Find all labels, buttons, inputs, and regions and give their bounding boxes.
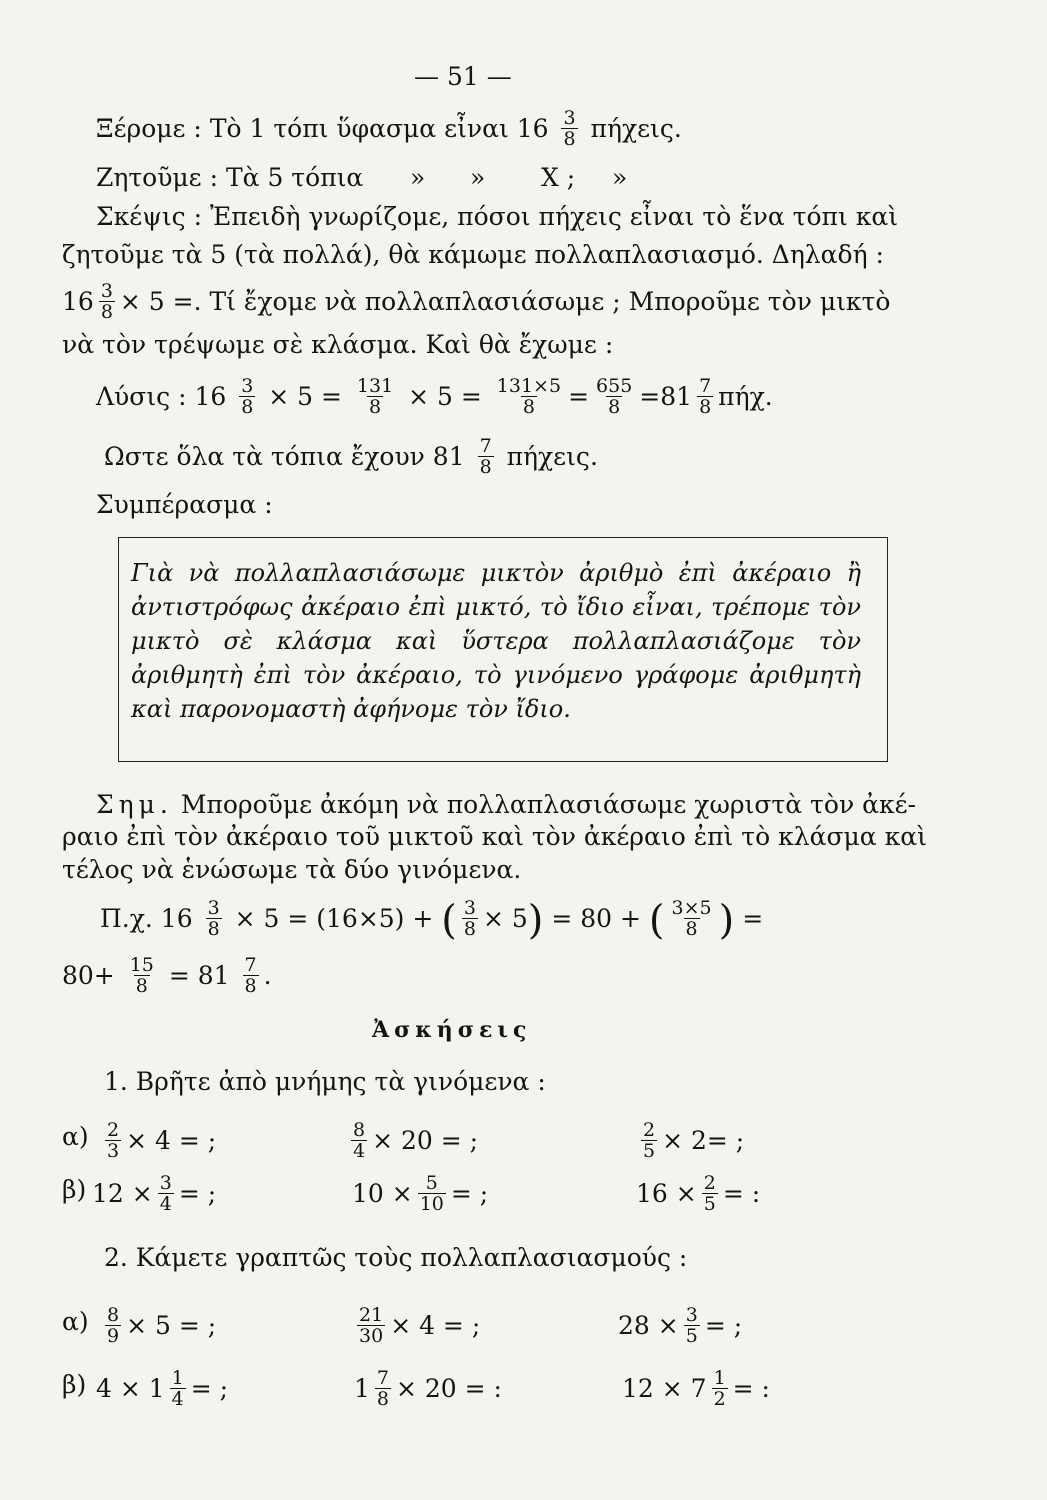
note-line-1: Σημ. Μποροῦμε ἀκόμη νὰ πολλαπλασιάσωμε χωριστὰ τὸν ἀκέ- — [96, 790, 916, 819]
solution-frac-5: $\frac{7}{8}$ — [699, 375, 712, 418]
answer-fraction: $\frac{7}{8}$ — [479, 435, 492, 478]
solution-frac-4: $\frac{655}{8}$ — [596, 375, 633, 418]
exercise-1a-item-1: $\frac{2}{3}$ × 4 = ; — [107, 1119, 217, 1162]
example-line-2: 80+ $\frac{15}{8}$ = 81 $\frac{7}{8}$ . — [62, 954, 272, 997]
given-fraction: $\frac{3}{8}$ — [563, 107, 576, 150]
wanted-label: Ζητοῦμε : — [96, 163, 218, 192]
answer-line: Ωστε ὅλα τὰ τόπια ἔχουν 81 $\frac{7}{8}$ πήχεις. — [104, 435, 598, 478]
example-frac-5: $\frac{7}{8}$ — [244, 954, 257, 997]
unknown-x: Χ ; — [541, 163, 576, 192]
exercise-2a-item-3: 28 × $\frac{3}{5}$ = ; — [618, 1304, 743, 1347]
exercise-2b-label: β) — [62, 1370, 87, 1399]
ditto-mark-1: » — [410, 163, 426, 192]
note-line-2: ραιο ἐπὶ τὸν ἀκέραιο τοῦ μικτοῦ καὶ τὸν ἀκέραιο ἐπὶ τὸ κλάσμα καὶ — [62, 822, 927, 851]
note-line-3: τέλος νὰ ἑνώσωμε τὰ δύο γινόμενα. — [62, 855, 522, 884]
page-number: — 51 — — [414, 62, 512, 91]
given-line — [96, 107, 682, 151]
exercises-heading: Ἀσκήσεις — [372, 1017, 532, 1043]
exercise-1b-label: β) — [62, 1175, 87, 1204]
exercise-2a-item-1: $\frac{8}{9}$ × 5 = ; — [107, 1304, 217, 1347]
example-frac-1: $\frac{3}{8}$ — [207, 897, 220, 940]
thought-line-4: νὰ τὸν τρέψωμε σὲ κλάσμα. Καὶ θὰ ἔχωμε : — [62, 330, 614, 359]
note-label: Σημ. — [96, 790, 173, 819]
exercise-1a-item-3: $\frac{2}{5}$ × 2= ; — [643, 1119, 745, 1162]
example-frac-2: $\frac{3}{8}$ — [463, 897, 476, 940]
solution-frac-3: $\frac{131\times 5}{8}$ — [496, 375, 562, 418]
example-frac-4: $\frac{15}{8}$ — [129, 954, 154, 997]
given-unit: πήχεις. — [590, 114, 682, 143]
example-frac-3: $\frac{3\times 5}{8}$ — [671, 897, 712, 940]
exercise-1b-item-2: 10 × $\frac{5}{10}$ = ; — [352, 1172, 489, 1215]
exercise-1a-item-2: $\frac{8}{4}$ × 20 = ; — [353, 1119, 479, 1162]
exercise-1b-item-1: 12 × $\frac{3}{4}$ = ; — [92, 1172, 217, 1215]
exercise-1b-item-3: 16 × $\frac{2}{5}$ = : — [636, 1172, 761, 1215]
thought-line-2: ζητοῦμε τὰ 5 (τὰ πολλά), θὰ κάμωμε πολλαπλασιασμό. Δηλαδή : — [62, 240, 884, 269]
rule-box — [118, 537, 888, 762]
conclusion-label: Συμπέρασμα : — [96, 490, 273, 519]
exercise-2a-label: α) — [62, 1307, 89, 1336]
exercise-1-title: 1. Βρῆτε ἀπὸ μνήμης τὰ γινόμενα : — [104, 1067, 546, 1096]
wanted-text: Τὰ 5 τόπια — [225, 163, 364, 192]
solution-line: Λύσις : 16 $\frac{3}{8}$ × 5 = $\frac{131}{8}$ × 5 = $\frac{131\times 5}{8}$ = $\frac{655}{8}$ =81 $\frac{7}{8}$ πήχ. — [96, 375, 773, 418]
thought-line-3: 16 $\frac{3}{8}$ × 5 =. Τί ἔχομε νὰ πολλαπλασιάσωμε ; Μποροῦμε τὸν μικτὸ — [62, 280, 891, 323]
thought-fraction: $\frac{3}{8}$ — [100, 280, 113, 323]
ditto-mark-3: » — [612, 163, 628, 192]
exercise-1a-label: α) — [62, 1122, 89, 1151]
example-line-1: Π.χ. 16 $\frac{3}{8}$ × 5 = (16×5) + ( $\frac{3}{8}$ × 5) = 80 + ( $\frac{3\times 5}{8}$ ) = — [100, 897, 764, 944]
exercise-2b-item-1: 4 × 1 $\frac{1}{4}$ = ; — [96, 1367, 229, 1410]
given-text: Τὸ 1 τόπι ὕφασμα εἶναι 16 — [209, 114, 549, 143]
exercise-2b-item-2: 1 $\frac{7}{8}$ × 20 = : — [354, 1367, 502, 1410]
exercise-2b-item-3: 12 × 7 $\frac{1}{2}$ = : — [622, 1367, 770, 1410]
exercise-2-title: 2. Κάμετε γραπτῶς τοὺς πολλαπλασιασμούς : — [104, 1243, 688, 1272]
solution-label: Λύσις : — [96, 382, 187, 411]
solution-frac-1: $\frac{3}{8}$ — [241, 375, 254, 418]
wanted-line — [96, 163, 363, 193]
given-label: Ξέρομε : — [96, 114, 202, 143]
solution-frac-2: $\frac{131}{8}$ — [356, 375, 394, 418]
thought-line-1: Σκέψις : Ἐπειδὴ γνωρίζομε, πόσοι πήχεις εἶναι τὸ ἕνα τόπι καὶ — [96, 202, 899, 231]
ditto-mark-2: » — [470, 163, 486, 192]
exercise-2a-item-2: $\frac{21}{30}$ × 4 = ; — [359, 1304, 481, 1347]
rule-text: Γιὰ νὰ πολλαπλασιάσωμε μικτὸν ἀριθμὸ ἐπὶ ἀκέραιο ἢ ἀντιστρόφως ἀκέραιο ἐπὶ μικτό, τὸ ἴδιο εἶναι, τρέπομε τὸν μικτὸ σὲ κλάσμα καὶ ὕστερα πολλαπλασιάζομε τὸν ἀριθμητὴ ἐπὶ τὸν ἀκέραιο, τὸ γινόμενο γράφομε ἀριθμητὴ καὶ παρονομαστὴ ἀφήνομε τὸν ἴδιο. — [131, 559, 861, 723]
